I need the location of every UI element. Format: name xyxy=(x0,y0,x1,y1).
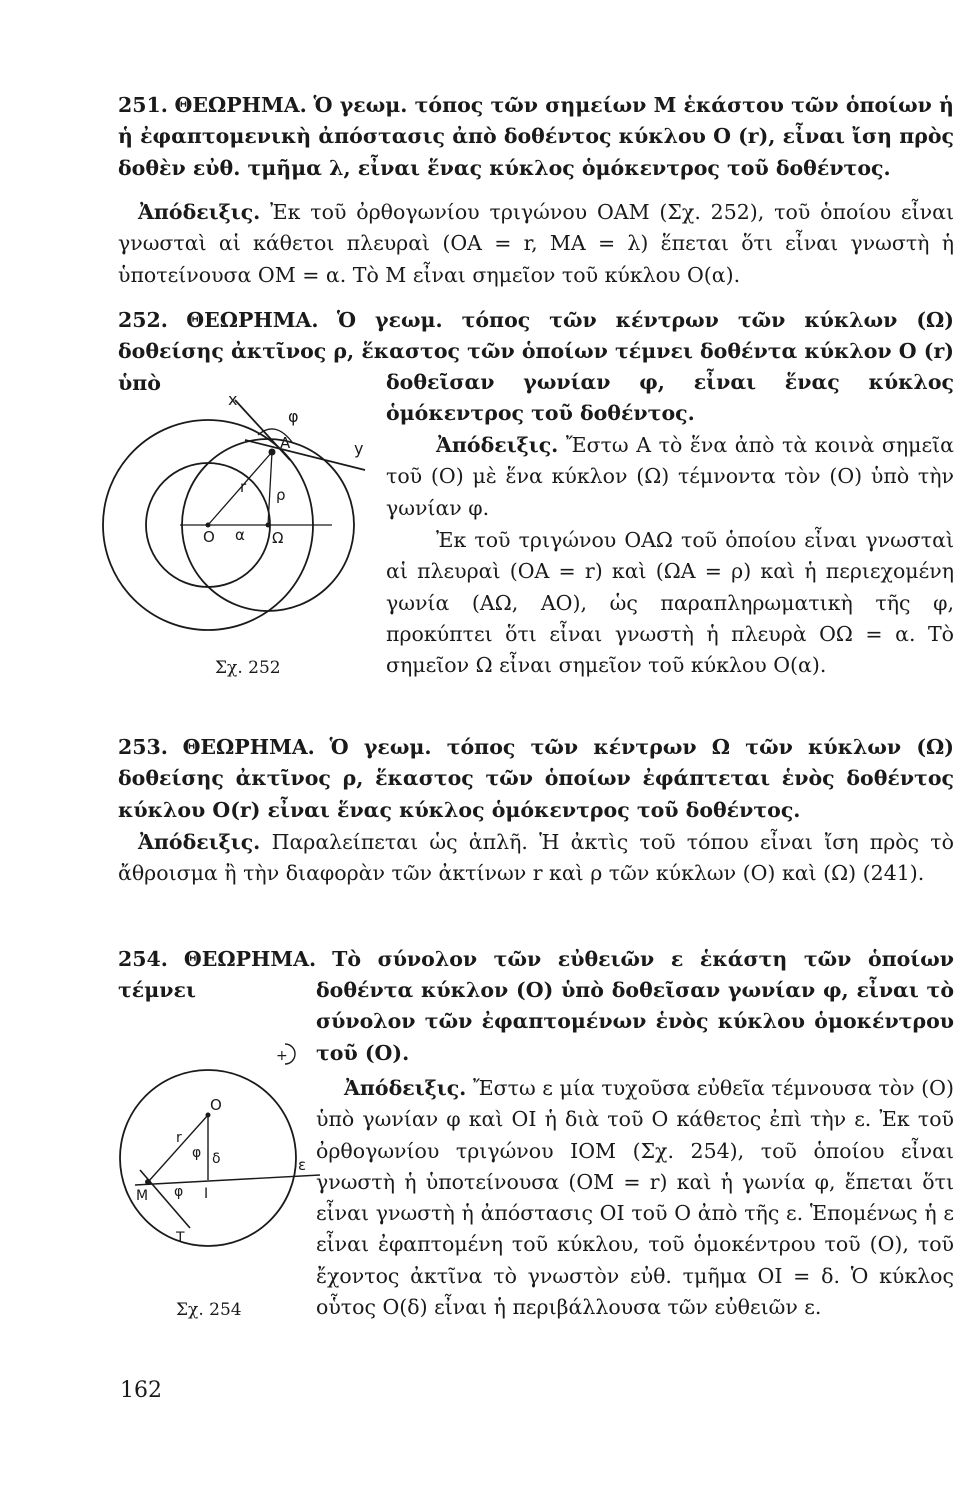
proof-252-b xyxy=(386,525,954,681)
label-i: Ι xyxy=(204,1186,209,1202)
proof-251 xyxy=(118,197,954,291)
proof-253-text: Παραλείπεται ὡς ἁπλῆ. Ἡ ἀκτὶς τοῦ τόπου εἶναι ἴση πρὸς τὸ ἄθροισμα ἢ τὴν διαφορὰν τῶν ἀκτίνων r καὶ ρ τῶν κύκλων (Ο) καὶ (Ω) (241). xyxy=(118,830,954,886)
proof-252-label: Ἀπόδειξις. xyxy=(436,433,559,457)
label-phi-top: φ xyxy=(192,1145,202,1161)
theorem-254-number: 254. xyxy=(118,947,168,971)
label-rho: ρ xyxy=(276,486,286,504)
figure-252-caption: Σχ. 252 xyxy=(215,658,281,678)
label-plus: + xyxy=(276,1048,288,1064)
label-omega: Ω xyxy=(272,529,284,547)
label-t: Τ xyxy=(176,1230,185,1246)
label-r: r xyxy=(240,478,247,496)
proof-254-text: Ἔστω ε μία τυχοῦσα εὐθεῖα τέμνουσα τὸν (Ο) ὑπὸ γωνίαν φ καὶ ΟΙ ἡ διὰ τοῦ Ο κάθετος ἐπὶ τὴν ε. Ἐκ τοῦ ὀρθογωνίου τριγώνου ΙΟΜ (Σχ. 254), τοῦ ὁποίου εἶναι γνωστὴ ἡ ὑποτείνουσα (ΟΜ = r) καὶ ἡ γωνία φ, ἕπεται ὅτι εἶναι γνωστὴ ἡ ἀπόστασις ΟΙ τοῦ Ο ἀπὸ τῆς ε. Ἑπομένως ἡ ε εἶναι ἐφαπτομένη τοῦ κύκλου, τοῦ ὁμοκέντρου τοῦ (Ο), τοῦ ἔχοντος ἀκτῖνα τὸ γνωστὸν εὐθ. τμῆμα ΟΙ = δ. Ὁ κύκλος οὗτος Ο(δ) εἶναι ἡ περιβάλλουσα τῶν εὐθειῶν ε. xyxy=(316,1076,954,1320)
radius-omega-a xyxy=(268,452,272,525)
theorem-251-kind: ΘΕΩΡΗΜΑ. xyxy=(174,93,307,117)
figure-252 xyxy=(100,380,380,680)
proof-254-label: Ἀπόδειξις. xyxy=(344,1076,467,1100)
label-o: Ο xyxy=(203,528,215,546)
proof-253 xyxy=(118,827,954,890)
label-r: r xyxy=(176,1130,182,1146)
theorem-253-statement: Ὁ γεωμ. τόπος τῶν κέντρων Ω τῶν κύκλων (Ω) δοθείσης ἀκτῖνος ρ, ἕκαστος τῶν ὁποίων ἐφάπτεται ἑνὸς δοθέντος κύκλου Ο(r) εἶναι ἕνας κύκλος ὁμόκεντρος τοῦ δοθέντος. xyxy=(118,735,954,822)
label-o: Ο xyxy=(210,1096,222,1114)
tangent-y xyxy=(245,440,365,470)
figure-254 xyxy=(110,1030,320,1300)
label-phi: φ xyxy=(288,407,299,426)
theorem-253-number: 253. xyxy=(118,735,168,759)
label-delta: δ xyxy=(212,1151,221,1167)
theorem-254-rest xyxy=(316,975,954,1069)
point-omega xyxy=(266,523,271,528)
proof-251-label: Ἀπόδειξις. xyxy=(138,200,261,224)
label-y: y xyxy=(354,439,364,458)
theorem-252-number: 252. xyxy=(118,308,168,332)
theorem-251-number: 251. xyxy=(118,93,168,117)
theorem-251 xyxy=(118,90,954,184)
theorem-254-statement-rest: δοθέντα κύκλον (Ο) ὑπὸ δοθεῖσαν γωνίαν φ, εἶναι τὸ σύνολον τῶν ἐφαπτομένων ἑνὸς κύκλου ὁμοκέντρου τοῦ (Ο). xyxy=(316,978,954,1065)
proof-252-text-2: Ἐκ τοῦ τριγώνου ΟΑΩ τοῦ ὁποίου εἶναι γνωσταὶ αἱ πλευραὶ (ΟΑ = r) καὶ (ΩΑ = ρ) καὶ ἡ περιεχομένη γωνία (ΑΩ, ΑΟ), ὡς παραπληρωματικὴ τῆς φ, προκύπτει ὅτι εἶναι γνωστὴ ἡ πλευρὰ ΟΩ = α. Τὸ σημεῖον Ω εἶναι σημεῖον τοῦ κύκλου Ο(α). xyxy=(386,528,954,678)
theorem-254-kind: ΘΕΩΡΗΜΑ. xyxy=(183,947,317,971)
proof-254 xyxy=(316,1073,954,1323)
theorem-254-statement: Τὸ σύνολον τῶν εὐθειῶν ε ἑκάστη τῶν ὁποίων τέμνει xyxy=(118,947,954,1003)
theorem-252-kind: ΘΕΩΡΗΜΑ. xyxy=(186,308,319,332)
proof-251-text: Ἐκ τοῦ ὀρθογωνίου τριγώνου ΟΑΜ (Σχ. 252), τοῦ ὁποίου εἶναι γνωσταὶ αἱ κάθετοι πλευραὶ (ΟΑ = r, ΜΑ = λ) ἕπεται ὅτι εἶναι γνωστὴ ἡ ὑποτείνουσα ΟΜ = α. Τὸ Μ εἶναι σημεῖον τοῦ κύκλου Ο(α). xyxy=(118,200,954,287)
theorem-252-rest xyxy=(386,367,954,430)
page-number: 162 xyxy=(120,1378,162,1403)
label-phi-bottom: φ xyxy=(174,1184,184,1200)
theorem-252-statement: Ὁ γεωμ. τόπος τῶν κέντρων τῶν κύκλων (Ω) δοθείσης ἀκτῖνος ρ, ἕκαστος τῶν ὁποίων τέμνει δοθέντα κύκλον Ο (r) ὑπὸ xyxy=(118,308,954,395)
proof-253-label: Ἀπόδειξις. xyxy=(138,830,261,854)
label-a: Α xyxy=(280,434,291,452)
label-x: x xyxy=(228,390,238,409)
theorem-252-statement-rest: δοθεῖσαν γωνίαν φ, εἶναι ἕνας κύκλος ὁμόκεντρος τοῦ δοθέντος. xyxy=(386,370,954,426)
theorem-253-kind: ΘΕΩΡΗΜΑ. xyxy=(182,735,315,759)
point-m xyxy=(145,1179,151,1185)
figure-254-caption: Σχ. 254 xyxy=(176,1300,242,1320)
point-a xyxy=(269,449,276,456)
label-alpha: α xyxy=(235,526,245,544)
point-o xyxy=(206,523,211,528)
label-m: Μ xyxy=(136,1188,149,1204)
theorem-251-statement: Ὁ γεωμ. τόπος τῶν σημείων Μ ἑκάστου τῶν ὁποίων ἡ ἡ ἐφαπτομενικὴ ἀπόστασις ἀπὸ δοθέντος κύκλου Ο (r), εἶναι ἴση πρὸς δοθὲν εὐθ. τμῆμα λ, εἶναι ἕνας κύκλος ὁμόκεντρος τοῦ δοθέντος. xyxy=(118,93,954,180)
theorem-253 xyxy=(118,732,954,826)
proof-252 xyxy=(386,430,954,524)
proof-252-text: Ἔστω Α τὸ ἕνα ἀπὸ τὰ κοινὰ σημεῖα τοῦ (Ο) μὲ ἕνα κύκλον (Ω) τέμνοντα τὸν (Ο) ὑπὸ τὴν γωνίαν φ. xyxy=(386,433,954,520)
label-epsilon: ε xyxy=(298,1156,307,1174)
